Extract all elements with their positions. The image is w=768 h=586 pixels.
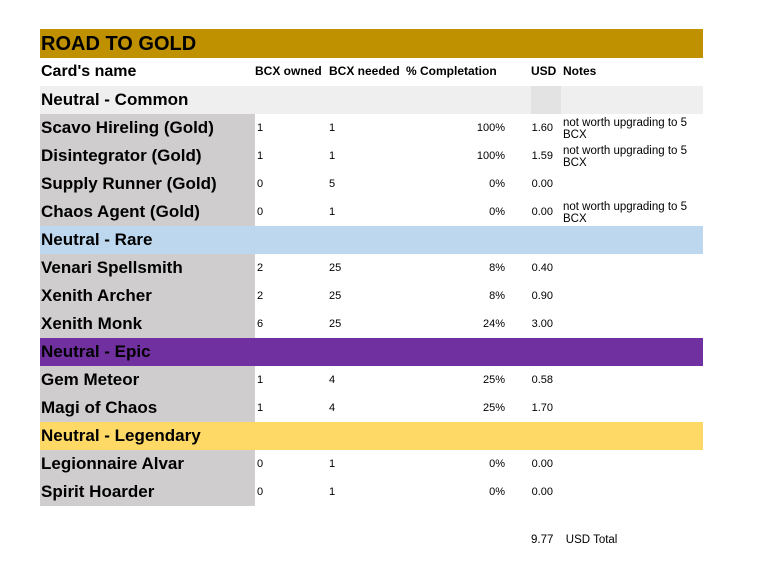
table-row[interactable] bbox=[40, 450, 703, 478]
usd-total-label[interactable]: USD Total bbox=[565, 534, 618, 546]
completion-cell[interactable]: 0% bbox=[489, 486, 505, 498]
card-name-cell[interactable]: Disintegrator (Gold) bbox=[40, 142, 255, 170]
table-row[interactable] bbox=[40, 478, 703, 506]
notes-cell[interactable] bbox=[561, 310, 703, 338]
card-name-cell[interactable]: Gem Meteor bbox=[40, 366, 255, 394]
bcx-needed-cell[interactable]: 25 bbox=[329, 262, 342, 274]
usd-cell[interactable]: 1.70 bbox=[531, 402, 553, 414]
table-row[interactable] bbox=[40, 254, 703, 282]
bcx-owned-cell[interactable]: 2 bbox=[257, 290, 264, 302]
header-row bbox=[40, 58, 703, 86]
category-epic-label: Neutral - Epic bbox=[41, 342, 151, 361]
usd-total-row bbox=[531, 534, 617, 546]
usd-cell[interactable]: 0.90 bbox=[531, 290, 553, 302]
table-row[interactable] bbox=[40, 394, 703, 422]
completion-cell[interactable]: 0% bbox=[489, 206, 505, 218]
usd-cell-shade bbox=[531, 86, 561, 114]
bcx-needed-cell[interactable]: 4 bbox=[329, 374, 336, 386]
completion-cell[interactable]: 24% bbox=[482, 318, 505, 330]
bcx-needed-cell[interactable]: 1 bbox=[329, 486, 336, 498]
usd-cell[interactable]: 1.59 bbox=[531, 150, 553, 162]
completion-cell[interactable]: 25% bbox=[482, 374, 505, 386]
notes-cell[interactable] bbox=[561, 282, 703, 310]
spreadsheet bbox=[40, 29, 703, 506]
bcx-owned-cell[interactable]: 2 bbox=[257, 262, 264, 274]
card-name-cell[interactable]: Chaos Agent (Gold) bbox=[40, 198, 255, 226]
bcx-needed-cell[interactable]: 25 bbox=[329, 318, 342, 330]
notes-cell[interactable] bbox=[561, 478, 703, 506]
notes-cell[interactable]: not worth upgrading to 5 BCX bbox=[563, 117, 688, 141]
bcx-owned-cell[interactable]: 0 bbox=[257, 458, 264, 470]
sheet-title[interactable]: ROAD TO GOLD bbox=[40, 29, 703, 58]
category-common-row[interactable] bbox=[40, 86, 703, 114]
table-row[interactable] bbox=[40, 170, 703, 198]
bcx-owned-cell[interactable]: 0 bbox=[257, 486, 264, 498]
completion-cell[interactable]: 100% bbox=[476, 122, 505, 134]
completion-cell[interactable]: 8% bbox=[489, 290, 505, 302]
bcx-owned-cell[interactable]: 1 bbox=[257, 150, 264, 162]
usd-cell[interactable]: 0.58 bbox=[531, 374, 553, 386]
bcx-owned-cell[interactable]: 0 bbox=[257, 178, 264, 190]
notes-cell[interactable] bbox=[561, 366, 703, 394]
header-bcx-needed[interactable]: BCX needed bbox=[329, 64, 400, 78]
usd-cell[interactable]: 0.40 bbox=[531, 262, 553, 274]
table-row[interactable] bbox=[40, 198, 703, 226]
card-name-cell[interactable]: Spirit Hoarder bbox=[40, 478, 255, 506]
category-legendary-row[interactable] bbox=[40, 422, 703, 450]
usd-cell[interactable]: 0.00 bbox=[531, 458, 553, 470]
completion-cell[interactable]: 100% bbox=[476, 150, 505, 162]
category-common-label: Neutral - Common bbox=[41, 90, 189, 109]
notes-cell[interactable]: not worth upgrading to 5 BCX bbox=[563, 201, 688, 225]
notes-cell[interactable]: not worth upgrading to 5 BCX bbox=[563, 145, 688, 169]
bcx-needed-cell[interactable]: 1 bbox=[329, 122, 336, 134]
header-card-name[interactable]: Card's name bbox=[41, 63, 137, 80]
usd-cell[interactable]: 3.00 bbox=[531, 318, 553, 330]
category-rare-row[interactable] bbox=[40, 226, 703, 254]
completion-cell[interactable]: 25% bbox=[482, 402, 505, 414]
category-legendary-label: Neutral - Legendary bbox=[41, 426, 201, 445]
card-name-cell[interactable]: Xenith Monk bbox=[40, 310, 255, 338]
card-name-cell[interactable]: Magi of Chaos bbox=[40, 394, 255, 422]
card-name-cell[interactable]: Venari Spellsmith bbox=[40, 254, 255, 282]
notes-cell[interactable] bbox=[561, 450, 703, 478]
completion-cell[interactable]: 0% bbox=[489, 178, 505, 190]
bcx-owned-cell[interactable]: 0 bbox=[257, 206, 264, 218]
bcx-needed-cell[interactable]: 4 bbox=[329, 402, 336, 414]
bcx-needed-cell[interactable]: 1 bbox=[329, 150, 336, 162]
table-row[interactable] bbox=[40, 114, 703, 142]
notes-cell[interactable] bbox=[561, 394, 703, 422]
table-row[interactable] bbox=[40, 142, 703, 170]
table-row[interactable] bbox=[40, 366, 703, 394]
table-row[interactable] bbox=[40, 282, 703, 310]
bcx-needed-cell[interactable]: 1 bbox=[329, 206, 336, 218]
usd-cell[interactable]: 0.00 bbox=[531, 486, 553, 498]
header-usd[interactable]: USD bbox=[531, 64, 557, 78]
usd-cell[interactable]: 0.00 bbox=[531, 178, 553, 190]
card-name-cell[interactable]: Scavo Hireling (Gold) bbox=[40, 114, 255, 142]
usd-total-value[interactable]: 9.77 bbox=[531, 534, 554, 546]
card-name-cell[interactable]: Legionnaire Alvar bbox=[40, 450, 255, 478]
category-rare-label: Neutral - Rare bbox=[41, 230, 153, 249]
category-epic-row[interactable] bbox=[40, 338, 703, 366]
bcx-owned-cell[interactable]: 1 bbox=[257, 402, 264, 414]
bcx-owned-cell[interactable]: 6 bbox=[257, 318, 264, 330]
bcx-owned-cell[interactable]: 1 bbox=[257, 374, 264, 386]
completion-cell[interactable]: 0% bbox=[489, 458, 505, 470]
completion-cell[interactable]: 8% bbox=[489, 262, 505, 274]
notes-cell[interactable] bbox=[561, 170, 703, 198]
table-row[interactable] bbox=[40, 310, 703, 338]
bcx-owned-cell[interactable]: 1 bbox=[257, 122, 264, 134]
card-name-cell[interactable]: Xenith Archer bbox=[40, 282, 255, 310]
header-completion[interactable]: % Completation bbox=[406, 64, 497, 78]
header-notes[interactable]: Notes bbox=[563, 64, 597, 78]
card-name-cell[interactable]: Supply Runner (Gold) bbox=[40, 170, 255, 198]
usd-cell[interactable]: 1.60 bbox=[531, 122, 553, 134]
bcx-needed-cell[interactable]: 5 bbox=[329, 178, 336, 190]
header-bcx-owned[interactable]: BCX owned bbox=[255, 64, 322, 78]
notes-cell[interactable] bbox=[561, 254, 703, 282]
bcx-needed-cell[interactable]: 1 bbox=[329, 458, 336, 470]
bcx-needed-cell[interactable]: 25 bbox=[329, 290, 342, 302]
usd-cell[interactable]: 0.00 bbox=[531, 206, 553, 218]
